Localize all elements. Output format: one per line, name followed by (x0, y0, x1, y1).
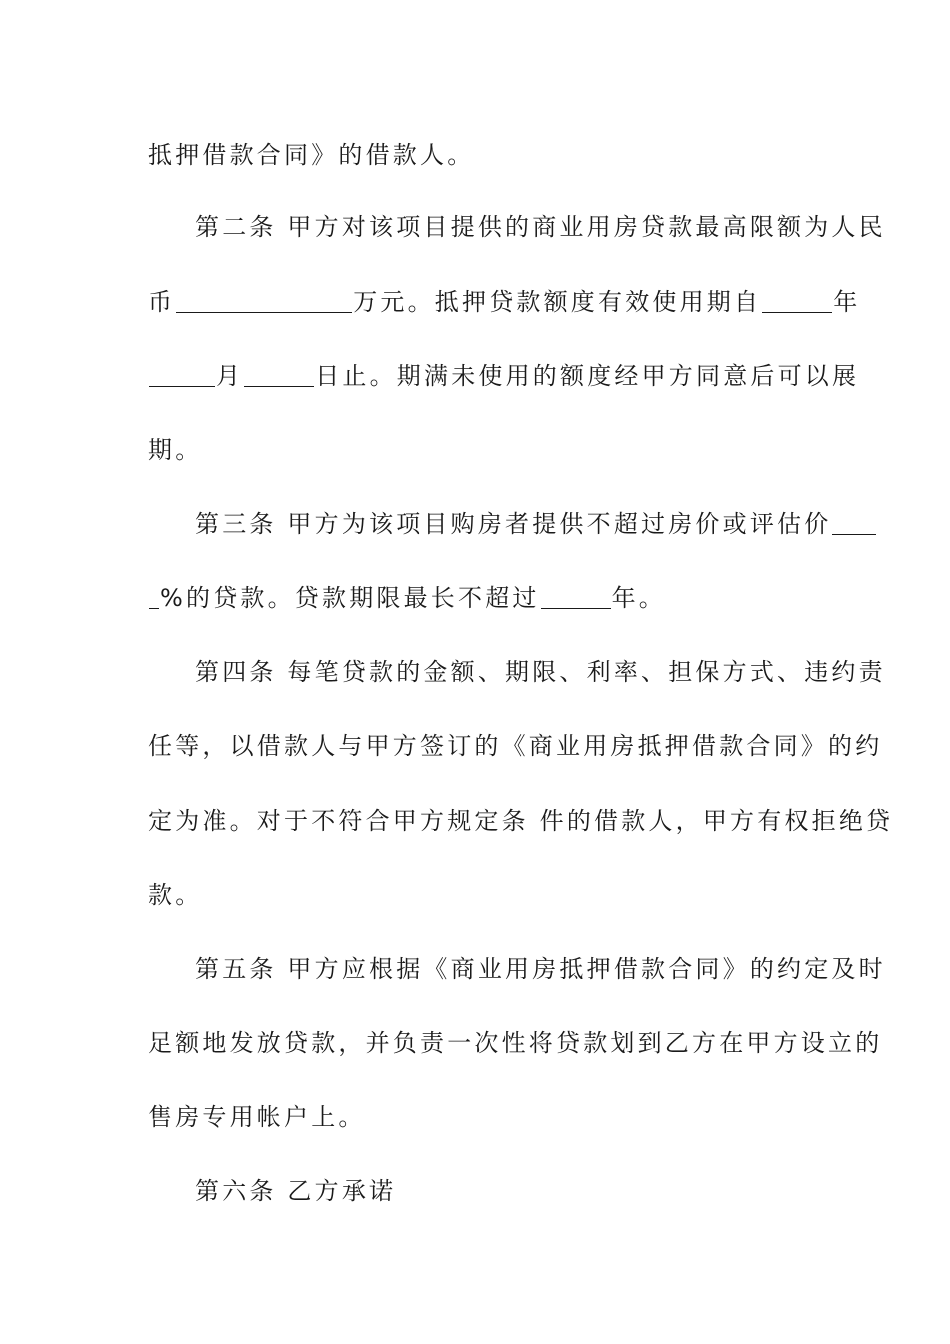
article-4-text-3: 定为准。对于不符合甲方规定条 件的借款人，甲方有权拒绝贷 (148, 807, 894, 835)
article-5-text-1: 第五条 甲方应根据《商业用房抵押借款合同》的约定及时 (195, 955, 886, 983)
line-1-text: 抵押借款合同》的借款人。 (148, 141, 475, 169)
article-6-text-1: 第六条 乙方承诺 (195, 1177, 397, 1205)
article-2-text-2c: 年 (833, 288, 861, 316)
article-5-line-3 (148, 1101, 808, 1133)
article-2-text-2a: 币 (148, 288, 176, 316)
article-2-text-3b: 日止。期满未使用的额度经甲方同意后可以展 (315, 362, 860, 390)
article-2-line-3 (148, 360, 860, 392)
percent-blank-part2 (149, 584, 159, 609)
month-blank (149, 362, 215, 387)
article-4-line-2 (148, 730, 883, 762)
article-3-text-1: 第三条 甲方为该项目购房者提供不超过房价或评估价 (195, 510, 832, 538)
article-2-text-2b: 万元。抵押贷款额度有效使用期自 (353, 288, 762, 316)
article-3-line-1 (195, 508, 832, 540)
article-4-text-4: 款。 (148, 881, 203, 909)
article-5-line-1 (195, 953, 886, 985)
article-3-line-2 (148, 582, 808, 614)
article-4-line-3 (148, 805, 894, 837)
article-4-line-1 (195, 656, 886, 688)
article-6-line-1 (195, 1175, 808, 1207)
article-5-text-3: 售房专用帐户上。 (148, 1103, 366, 1131)
article-2-line-1 (195, 211, 886, 243)
article-4-line-4 (148, 879, 808, 911)
article-2-line-2 (148, 286, 861, 318)
article-4-text-1: 第四条 每笔贷款的金额、期限、利率、担保方式、违约责 (195, 658, 886, 686)
years-blank (541, 584, 611, 609)
percent-blank-part1 (832, 510, 876, 535)
text-line-1 (148, 139, 808, 171)
article-2-text-3a: 月 (216, 362, 244, 390)
day-blank (244, 362, 314, 387)
year-blank (762, 288, 832, 313)
amount-blank (176, 288, 352, 313)
article-5-text-2: 足额地发放贷款，并负责一次性将贷款划到乙方在甲方设立的 (148, 1029, 883, 1057)
article-5-line-2 (148, 1027, 883, 1059)
article-2-text-1: 第二条 甲方对该项目提供的商业用房贷款最高限额为人民 (195, 213, 886, 241)
article-2-text-4: 期。 (148, 436, 203, 464)
article-3-text-2a: %的贷款。贷款期限最长不超过 (160, 584, 540, 612)
article-4-text-2: 任等，以借款人与甲方签订的《商业用房抵押借款合同》的约 (148, 732, 883, 760)
article-3-text-2b: 年。 (611, 584, 667, 612)
article-2-line-4 (148, 434, 808, 466)
